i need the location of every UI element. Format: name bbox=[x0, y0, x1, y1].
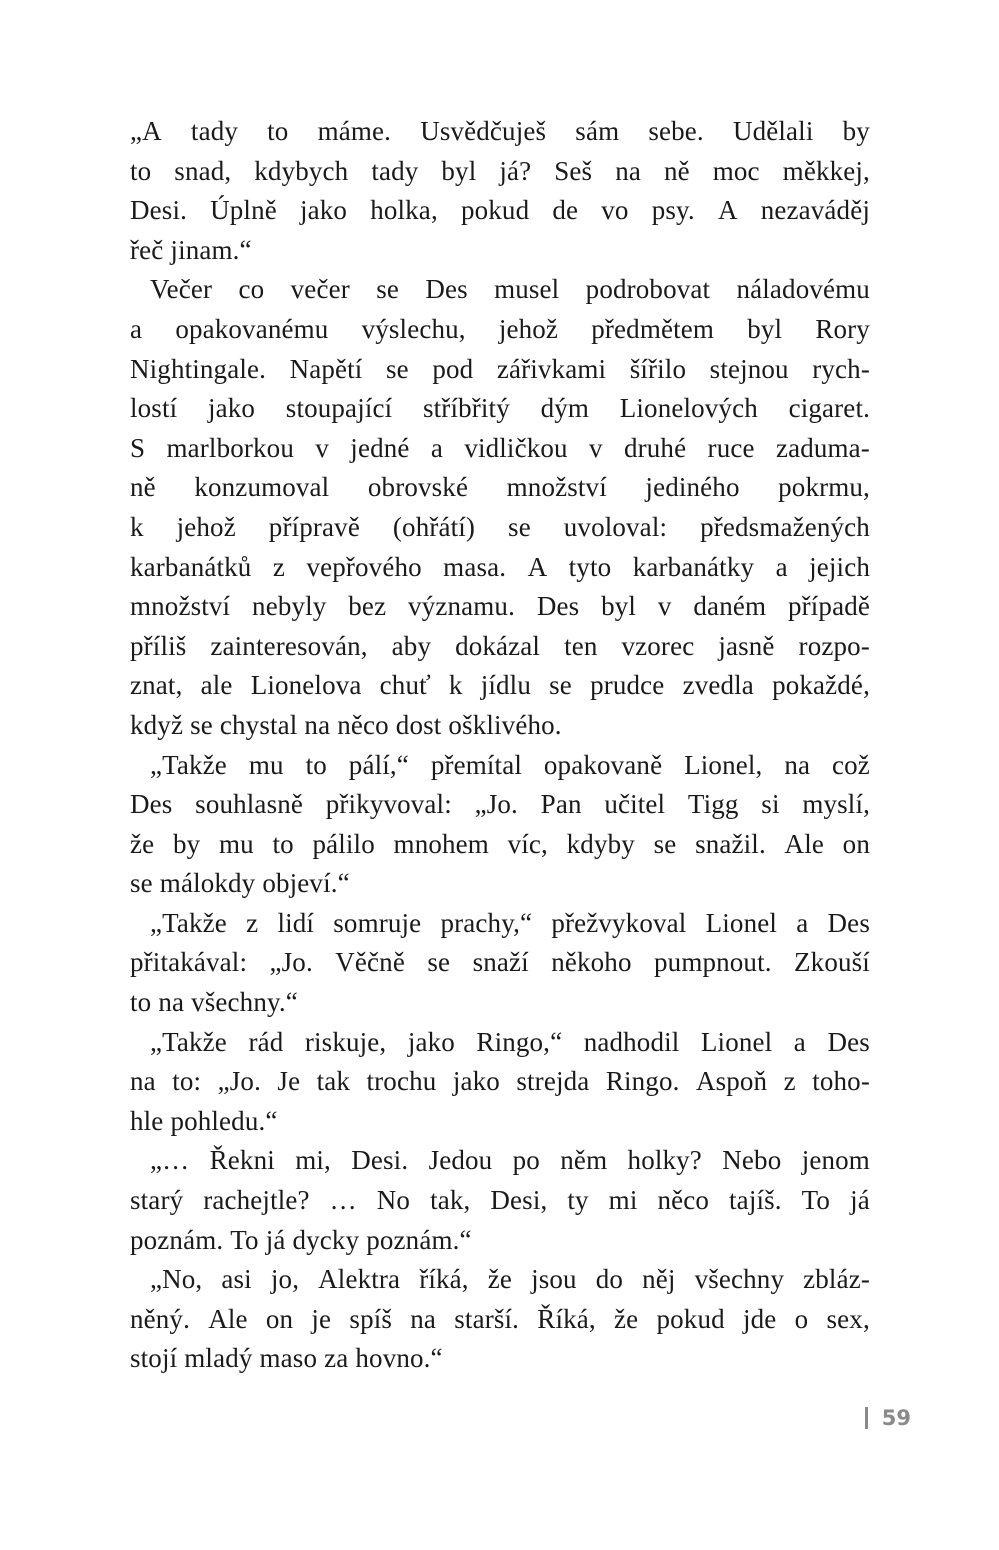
paragraph bbox=[130, 270, 870, 745]
text-line: to snad, kdybych tady byl já? Seš na ně moc měkkej, bbox=[130, 155, 870, 186]
text-line: „Takže rád riskuje, jako Ringo,“ nadhodil Lionel a Des bbox=[150, 1026, 870, 1057]
text-line: když se chystal na něco dost ošklivého. bbox=[130, 709, 562, 740]
text-line: k jehož přípravě (ohřátí) se uvoloval: předsmažených bbox=[130, 511, 870, 542]
text-line: a opakovanému výslechu, jehož předmětem byl Rory bbox=[130, 313, 870, 344]
text-line: „No, asi jo, Alektra říká, že jsou do něj všechny zbláz- bbox=[150, 1264, 870, 1295]
text-line: „Takže z lidí somruje prachy,“ přežvykoval Lionel a Des bbox=[150, 907, 870, 938]
text-line: „Takže mu to pálí,“ přemítal opakovaně Lionel, na což bbox=[150, 749, 870, 780]
text-line: „… Řekni mi, Desi. Jedou po něm holky? Nebo jenom bbox=[150, 1145, 870, 1176]
text-line: stojí mladý maso za hovno.“ bbox=[130, 1343, 443, 1374]
paragraph bbox=[130, 904, 870, 1023]
paragraph bbox=[130, 112, 870, 270]
paragraph bbox=[130, 1260, 870, 1379]
text-line: S marlborkou v jedné a vidličkou v druhé ruce zaduma- bbox=[130, 432, 870, 463]
text-line: „A tady to máme. Usvědčuješ sám sebe. Udělali by bbox=[130, 116, 870, 146]
text-line: Des souhlasně přikyvoval: „Jo. Pan učitel Tigg si myslí, bbox=[130, 789, 870, 820]
text-line: že by mu to pálilo mnohem víc, kdyby se snažil. Ale on bbox=[130, 828, 870, 859]
text-line: lostí jako stoupající stříbřitý dým Lionelových cigaret. bbox=[130, 393, 870, 424]
text-line: hle pohledu.“ bbox=[130, 1105, 278, 1136]
paragraph bbox=[130, 1023, 870, 1142]
text-line: na to: „Jo. Je tak trochu jako strejda Ringo. Aspoň z toho- bbox=[130, 1066, 870, 1097]
text-line: příliš zainteresován, aby dokázal ten vzorec jasně rozpo- bbox=[130, 630, 870, 661]
body-text bbox=[130, 112, 870, 1379]
text-line: Nightingale. Napětí se pod zářivkami šířilo stejnou rych- bbox=[130, 353, 870, 384]
text-line: ně konzumoval obrovské množství jediného pokrmu, bbox=[130, 472, 870, 503]
text-line: se málokdy objeví.“ bbox=[130, 868, 350, 899]
text-line: přitakával: „Jo. Věčně se snaží někoho pumpnout. Zkouší bbox=[130, 947, 870, 978]
text-line: znat, ale Lionelova chuť k jídlu se prudce zvedla pokaždé, bbox=[130, 670, 870, 701]
text-line: něný. Ale on je spíš na starší. Říká, že pokud jde o sex, bbox=[130, 1303, 870, 1334]
paragraph bbox=[130, 1141, 870, 1260]
text-line: poznám. To já dycky poznám.“ bbox=[130, 1224, 472, 1255]
text-line: starý rachejtle? … No tak, Desi, ty mi něco tajíš. To já bbox=[130, 1185, 870, 1216]
text-line: karbanátků z vepřového masa. A tyto karbanátky a jejich bbox=[130, 551, 870, 582]
page-number: 59 bbox=[881, 1406, 911, 1430]
folio-divider bbox=[865, 1407, 868, 1429]
text-line: to na všechny.“ bbox=[130, 987, 298, 1018]
text-line: řeč jinam.“ bbox=[130, 234, 252, 265]
paragraph bbox=[130, 746, 870, 904]
page-footer bbox=[865, 1406, 911, 1430]
text-line: Desi. Úplně jako holka, pokud de vo psy. A nezaváděj bbox=[130, 195, 870, 226]
text-line: Večer co večer se Des musel podrobovat náladovému bbox=[150, 274, 870, 305]
text-line: množství nebyly bez významu. Des byl v daném případě bbox=[130, 591, 870, 622]
